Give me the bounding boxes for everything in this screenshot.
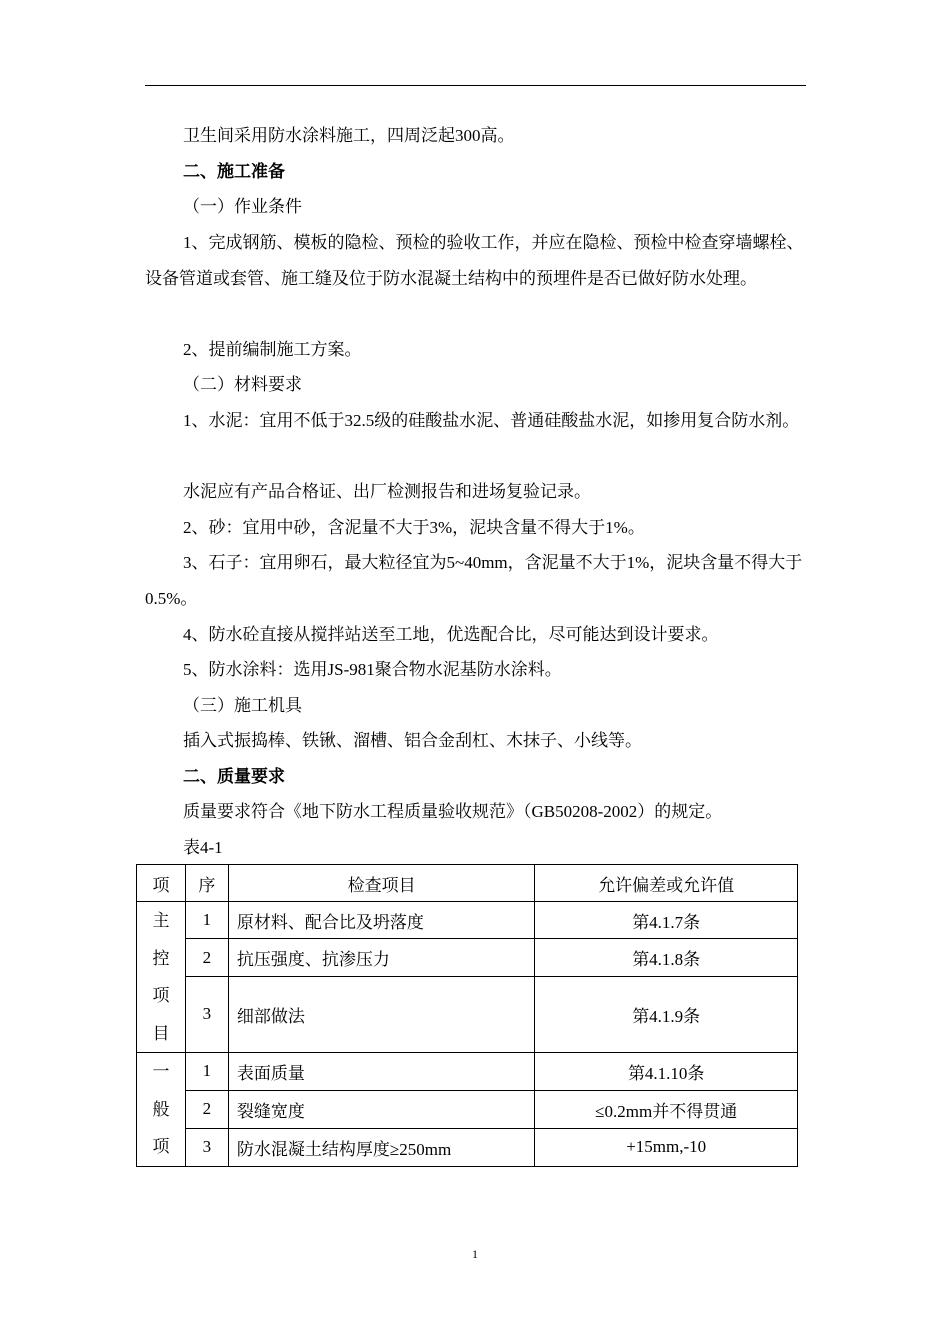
paragraph-quality-standard: 质量要求符合《地下防水工程质量验收规范》（GB50208-2002）的规定。 (183, 802, 723, 821)
row-number: 1 (185, 902, 228, 939)
paragraph-work-condition-1: 1、完成钢筋、模板的隐检、预检的验收工作，并应在隐检、预检中检查穿墙螺栓、设备管道或套管、施工缝及位于防水混凝土结构中的预埋件是否已做好防水处理。 (145, 233, 804, 288)
row-number: 3 (185, 976, 228, 1052)
subheading-work-conditions: （一）作业条件 (183, 197, 302, 216)
group-label-general (137, 1053, 186, 1167)
header-category: 项 (137, 865, 186, 902)
page-number: 1 (472, 1247, 478, 1261)
header-inspection-item: 检查项目 (228, 865, 534, 902)
quality-inspection-table (136, 864, 798, 1167)
table-row (137, 976, 798, 1052)
group-label-main-control (137, 902, 186, 1053)
group-label-char: 一 (152, 1062, 170, 1081)
row-value: +15mm,-10 (535, 1128, 798, 1166)
table-row (137, 902, 798, 939)
paragraph-tools-list: 插入式振捣棒、铁锹、溜槽、铝合金刮杠、木抹子、小线等。 (183, 731, 642, 750)
row-item: 裂缝宽度 (228, 1090, 534, 1128)
row-item: 抗压强度、抗渗压力 (228, 939, 534, 976)
row-item: 原材料、配合比及坍落度 (228, 902, 534, 939)
group-label-char: 般 (152, 1099, 170, 1119)
row-value: 第4.1.8条 (535, 939, 798, 976)
row-number: 1 (185, 1053, 228, 1091)
heading-construction-prep: 二、施工准备 (183, 162, 285, 181)
subheading-material-requirements: （二）材料要求 (183, 375, 302, 394)
paragraph-material-gravel: 3、石子：宜用卵石，最大粒径宜为5~40mm，含泥量不大于1%，泥块含量不得大于0.5%。 (145, 553, 803, 608)
row-item: 防水混凝土结构厚度≥250mm (228, 1128, 534, 1166)
paragraph-material-concrete: 4、防水砼直接从搅拌站送至工地，优选配合比，尽可能达到设计要求。 (183, 625, 719, 644)
group-label-char: 项 (152, 1137, 170, 1156)
subheading-construction-tools: （三）施工机具 (183, 696, 302, 715)
header-sequence: 序 (185, 865, 228, 902)
paragraph-work-condition-2: 2、提前编制施工方案。 (183, 340, 362, 359)
row-item: 表面质量 (228, 1053, 534, 1091)
row-value: 第4.1.10条 (535, 1053, 798, 1091)
row-item: 细部做法 (228, 976, 534, 1052)
group-label-char: 项 (152, 986, 170, 1005)
row-number: 3 (185, 1128, 228, 1166)
table-header-row (137, 865, 798, 902)
heading-quality-requirements: 二、质量要求 (183, 767, 285, 786)
table-row (137, 1090, 798, 1128)
intro-paragraph: 卫生间采用防水涂料施工，四周泛起300高。 (183, 126, 515, 145)
row-value: ≤0.2mm并不得贯通 (535, 1090, 798, 1128)
paragraph-material-cement: 1、水泥：宜用不低于32.5级的硅酸盐水泥、普通硅酸盐水泥，如掺用复合防水剂。 (183, 411, 800, 430)
table-row (137, 1053, 798, 1091)
row-value: 第4.1.7条 (535, 902, 798, 939)
paragraph-cement-certificates: 水泥应有产品合格证、出厂检测报告和进场复验记录。 (183, 482, 591, 501)
paragraph-material-coating: 5、防水涂料：选用JS-981聚合物水泥基防水涂料。 (183, 660, 562, 679)
row-number: 2 (185, 1090, 228, 1128)
table-caption: 表4-1 (183, 838, 223, 857)
paragraph-material-sand: 2、砂：宜用中砂，含泥量不大于3%，泥块含量不得大于1%。 (183, 518, 645, 537)
group-label-char: 目 (152, 1023, 170, 1043)
group-label-char: 控 (152, 948, 170, 968)
row-value: 第4.1.9条 (535, 976, 798, 1052)
header-allowed-value: 允许偏差或允许值 (535, 865, 798, 902)
row-number: 2 (185, 939, 228, 976)
table-row (137, 939, 798, 976)
table-row (137, 1128, 798, 1166)
group-label-char: 主 (152, 911, 170, 930)
header-rule (145, 85, 806, 86)
